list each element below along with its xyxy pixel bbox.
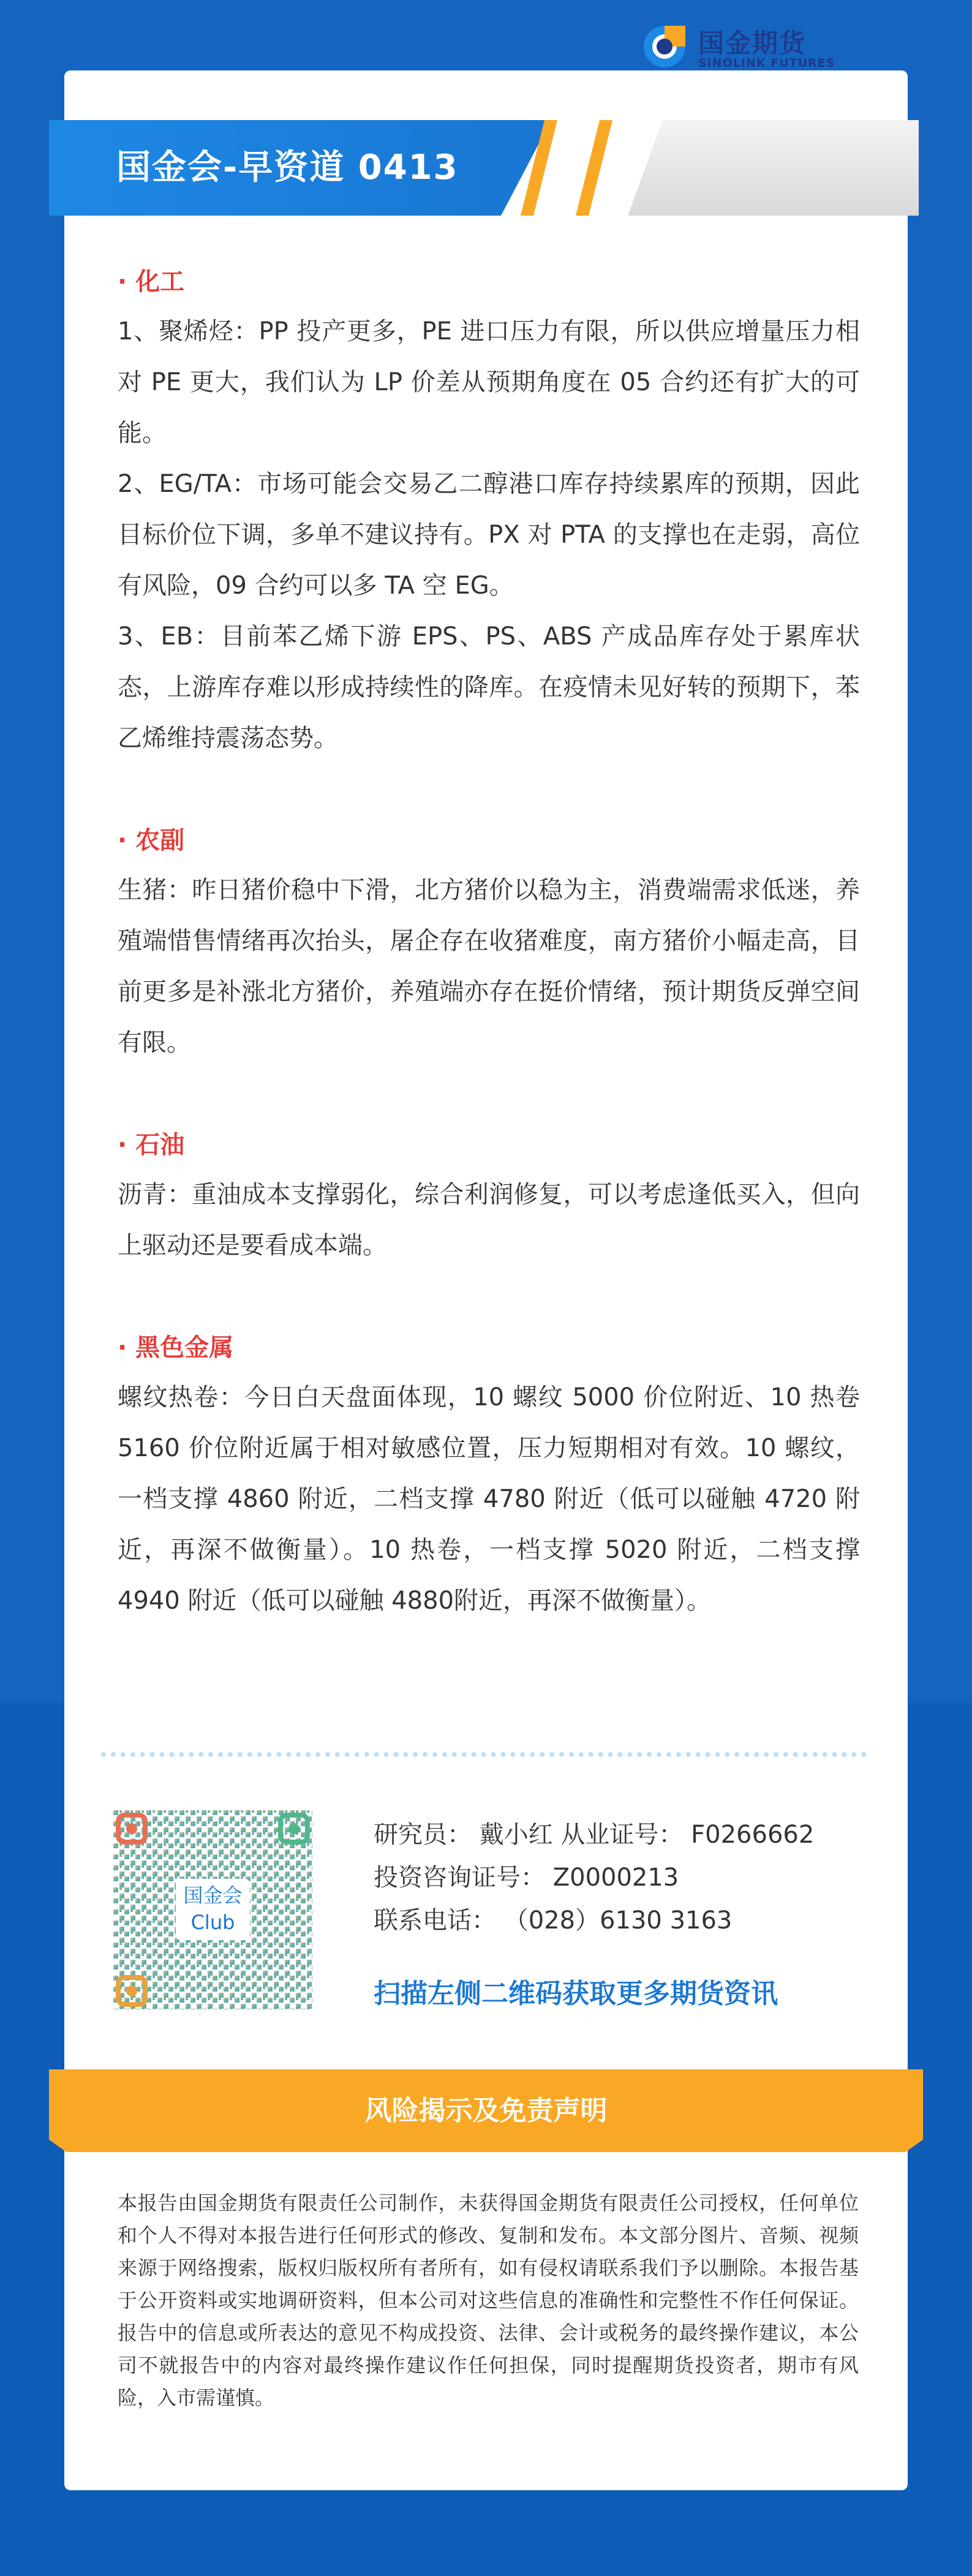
accent-stripe [576,120,612,216]
section-petroleum [118,1120,860,1271]
dotted-divider [101,1752,867,1757]
logo-cn-text: 国金期货 [698,28,807,58]
paragraph: 生猪：昨日猪价稳中下滑，北方猪价以稳为主，消费端需求低迷，养殖端惜售情绪再次抬头，屠企存在收猪难度，南方猪价小幅走高，目前更多是补涨北方猪价，养殖端亦存在挺价情绪，预计期货反弹空间有限。 [118,876,860,1057]
paragraph: 螺纹热卷：今日白天盘面体现，10 螺纹 5000 价位附近、10 热卷 5160 价位附近属于相对敏感位置，压力短期相对有效。10 螺纹，一档支撑 4860 附近，二档支撑 4780 附近（低可以碰触 4720 附近，再深不做衡量）。10 热卷，一档支撑 5020 附近，二档支撑 4940 附近（低可以碰触 4880附近，再深不做衡量）。 [118,1383,860,1615]
section-title: · 化工 [118,268,185,296]
contact-info [374,1813,876,1942]
section-title: · 石油 [118,1131,185,1159]
paragraph: 沥青：重油成本支撑弱化，综合利润修复，可以考虑逢低买入，但向上驱动还是要看成本端。 [118,1180,860,1260]
paragraph: 1、聚烯烃：PP 投产更多，PE 进口压力有限，所以供应增量压力相对 PE 更大，我们认为 LP 价差从预期角度在 05 合约还有扩大的可能。 [118,317,860,447]
section-chemical [118,257,860,764]
qr-label-line: 国金会 [183,1884,243,1907]
paragraph: 3、EB：目前苯乙烯下游 EPS、PS、ABS 产成品库存处于累库状态，上游库存难以形成持续性的降库。在疫情未见好转的预期下，苯乙烯维持震荡态势。 [118,622,860,752]
section-title: · 黑色金属 [118,1334,234,1362]
phone-line: 联系电话： （028）6130 3163 [374,1906,733,1935]
qr-label-line: Club [190,1911,235,1934]
researcher-line: 研究员： 戴小红 从业证号： F0266662 [374,1821,815,1849]
logo-panel [628,120,919,216]
logo-en-text: SINOLINK FUTURES [698,56,835,70]
disclaimer-text: 本报告由国金期货有限责任公司制作，未获得国金期货有限责任公司授权，任何单位和个人不得对本报告进行任何形式的修改、复制和发布。本文部分图片、音频、视频来源于网络搜索，版权归版权所有者所有，如有侵权请联系我们予以删除。本报告基于公开资料或实地调研资料，但本公司对这些信息的准确性和完整性不作任何保证。报告中的信息或所表达的意见不构成投资、法律、会计或税务的最终操作建议，本公司不就报告中的内容对最终操作建议作任何担保，同时提醒期货投资者，期市有风险，入市需谨慎。 [118,2191,859,2409]
scan-prompt: 扫描左侧二维码获取更多期货资讯 [374,1978,778,2009]
section-agriculture [118,816,860,1068]
risk-title: 风险揭示及免责声明 [364,2095,608,2126]
report-content [118,257,860,1679]
page-title: 国金会-早资道 0413 [116,148,459,187]
sinolink-logo-icon [640,22,689,71]
header-banner [49,120,919,216]
section-ferrous-metals [118,1323,860,1626]
qr-label [176,1882,250,1936]
paragraph: 2、EG/TA：市场可能会交易乙二醇港口库存持续累库的预期，因此目标价位下调，多单不建议持有。PX 对 PTA 的支撑也在走弱，高位有风险，09 合约可以多 TA 空 EG。 [118,470,860,600]
license-line: 投资咨询证号： Z0000213 [374,1864,679,1892]
section-title: · 农副 [118,826,185,855]
